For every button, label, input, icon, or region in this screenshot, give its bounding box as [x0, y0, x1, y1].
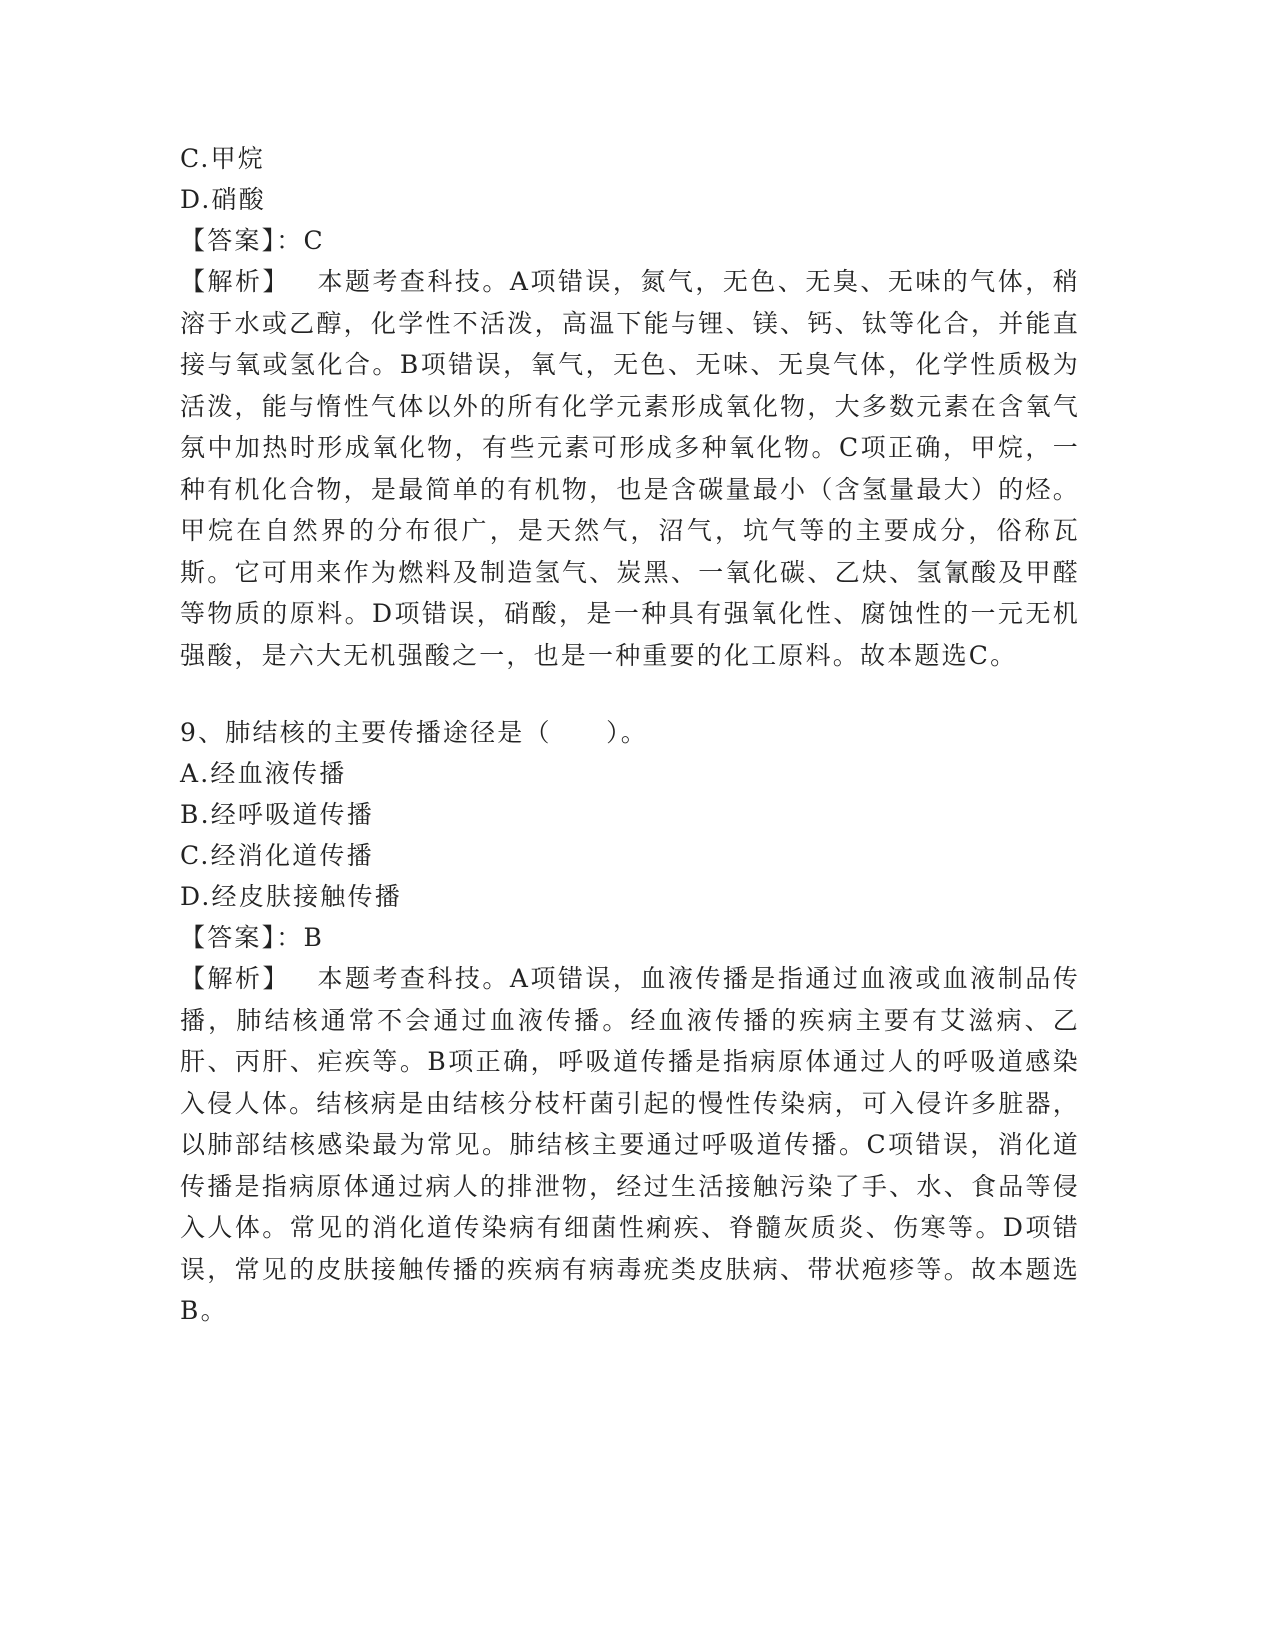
option-a: A.经血液传播	[180, 759, 347, 788]
answer-value: B	[303, 923, 325, 952]
analysis-paragraph	[180, 958, 1080, 1332]
analysis-text: 本题考查科技。A项错误，血液传播是指通过血液或血液制品传播，肺结核通常不会通过血液传播。经血液传播的疾病主要有艾滋病、乙肝、丙肝、疟疾等。B项正确，呼吸道传播是指病原体通过人的呼吸道感染入侵人体。结核病是由结核分枝杆菌引起的慢性传染病，可入侵许多脏器，以肺部结核感染最为常见。肺结核主要通过呼吸道传播。C项错误，消化道传播是指病原体通过病人的排泄物，经过生活接触污染了手、水、食品等侵入人体。常见的消化道传染病有细菌性痢疾、脊髓灰质炎、伤寒等。D项错误，常见的皮肤接触传播的疾病有病毒疣类皮肤病、带状疱疹等。故本题选B。	[180, 964, 1080, 1325]
analysis-label: 【解析】	[180, 964, 290, 993]
option-c: C.经消化道传播	[180, 841, 374, 870]
answer-label: 【答案】：	[180, 226, 304, 255]
document-page	[180, 138, 1080, 1332]
answer-line	[180, 917, 1080, 958]
option-c: C.甲烷	[180, 144, 265, 173]
answer-label: 【答案】：	[180, 923, 304, 952]
option-d: D.硝酸	[180, 185, 266, 214]
question-8-block	[180, 138, 1080, 676]
answer-line	[180, 220, 1080, 261]
option-d: D.经皮肤接触传播	[180, 882, 402, 911]
analysis-paragraph	[180, 261, 1080, 676]
answer-value: C	[303, 226, 325, 255]
question-9-text: 9、肺结核的主要传播途径是（ ）。	[180, 718, 649, 747]
option-b: B.经呼吸道传播	[180, 800, 374, 829]
analysis-label: 【解析】	[180, 267, 290, 296]
question-9-block	[180, 712, 1080, 1332]
analysis-text: 本题考查科技。A项错误，氮气，无色、无臭、无味的气体，稍溶于水或乙醇，化学性不活泼，高温下能与锂、镁、钙、钛等化合，并能直接与氧或氢化合。B项错误，氧气，无色、无味、无臭气体，化学性质极为活泼，能与惰性气体以外的所有化学元素形成氧化物，大多数元素在含氧气氛中加热时形成氧化物，有些元素可形成多种氧化物。C项正确，甲烷，一种有机化合物，是最简单的有机物，也是含碳量最小（含氢量最大）的烃。甲烷在自然界的分布很广，是天然气，沼气，坑气等的主要成分，俗称瓦斯。它可用来作为燃料及制造氢气、炭黑、一氧化碳、乙炔、氢氰酸及甲醛等物质的原料。D项错误，硝酸，是一种具有强氧化性、腐蚀性的一元无机强酸，是六大无机强酸之一，也是一种重要的化工原料。故本题选C。	[180, 267, 1080, 670]
